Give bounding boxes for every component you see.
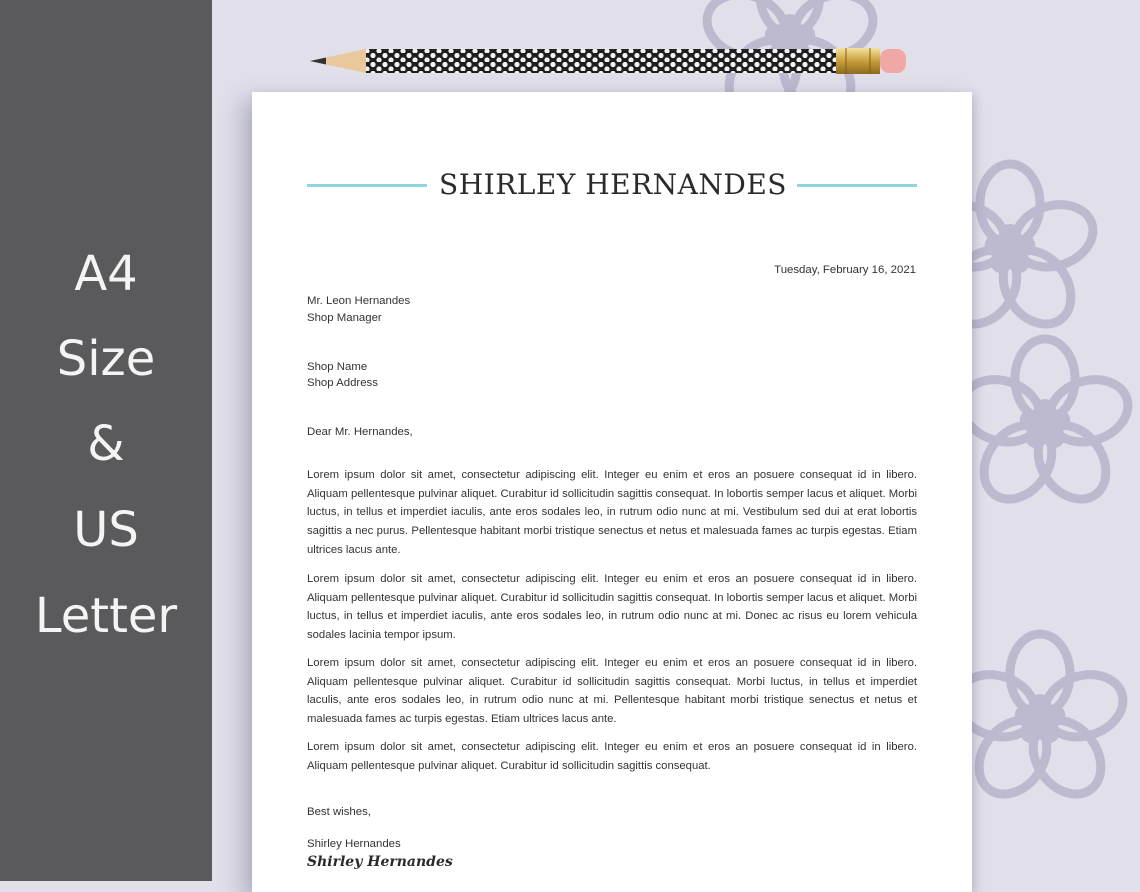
- recipient-name: Mr. Leon Hernandes: [307, 295, 411, 307]
- closing: Best wishes,: [307, 806, 371, 818]
- body-paragraph: Lorem ipsum dolor sit amet, consectetur adipiscing elit. Integer eu enim et eros an posuere consequat id in libero. Aliquam pellentesque pulvinar aliquet. Curabitur id sollicitudin sagittis consequat.: [307, 741, 917, 772]
- size-label-line: &: [87, 416, 125, 472]
- recipient-company: Shop Name: [307, 361, 368, 373]
- body-paragraph: Lorem ipsum dolor sit amet, consectetur adipiscing elit. Integer eu enim et eros an posuere consequat id in libero. Aliquam pellentesque pulvinar aliquet. Curabitur id sollicitudin sagittis consequat. Morbi luctus, in tellus et imperdiet laculis, ante eros sodales leo, in rutrum odio nunc at mi. Pellentesque habitant morbi tristique senectus et netus et malesuada fames ac turpis egestas. Etiam ultrices lacus ante.: [307, 657, 917, 726]
- flower-icon: [949, 634, 1131, 807]
- header-rule-right: [797, 184, 917, 187]
- polka-dot-pencil-icon: [310, 44, 914, 80]
- sender-name: SHIRLEY HERNANDES: [439, 168, 787, 201]
- size-label-line: Letter: [34, 588, 178, 644]
- size-label-line: Size: [56, 331, 156, 387]
- body-paragraph: Lorem ipsum dolor sit amet, consectetur adipiscing elit. Integer eu enim et eros an posuere consequat id in libero. Aliquam pellentesque pulvinar aliquet. Curabitur id sollicitudin sagittis consequat. In lobortis semper lacus et aliquet. Morbi luctus, in tellus et imperdiet iaculis, ante eros sodales leo, in rutrum odio nunc at mi. Vestibulum sed dui at erat lobortis sagittis a nec purus. Pellentesque habitant morbi tristique senectus et netus et malesuada fames ac turpis egestas. Etiam ultrices lacus ante.: [307, 469, 917, 556]
- signer-name: Shirley Hernandes: [307, 838, 401, 850]
- letter-page: [252, 92, 972, 892]
- size-label-line: A4: [74, 246, 138, 302]
- header-rule-left: [307, 184, 427, 187]
- body-paragraph: Lorem ipsum dolor sit amet, consectetur adipiscing elit. Integer eu enim et eros an posuere consequat id in libero. Aliquam pellentesque pulvinar aliquet. Curabitur id sollicitudin sagittis consequat. In lobortis semper lacus et aliquet. Morbi luctus, in tellus et imperdiet iaculis, ante eros sodales leo, in rutrum odio nunc at mi. Donec ac risus eu lorem vehicula sodales lacinia tempor ipsum.: [307, 573, 917, 642]
- recipient-address: Shop Address: [307, 377, 378, 389]
- salutation: Dear Mr. Hernandes,: [307, 426, 413, 438]
- recipient-title: Shop Manager: [307, 312, 382, 324]
- size-label-line: US: [73, 502, 139, 558]
- handwritten-signature: Shirley Hernandes: [307, 854, 453, 870]
- letter-date: Tuesday, February 16, 2021: [774, 264, 916, 276]
- flower-icon: [954, 339, 1136, 512]
